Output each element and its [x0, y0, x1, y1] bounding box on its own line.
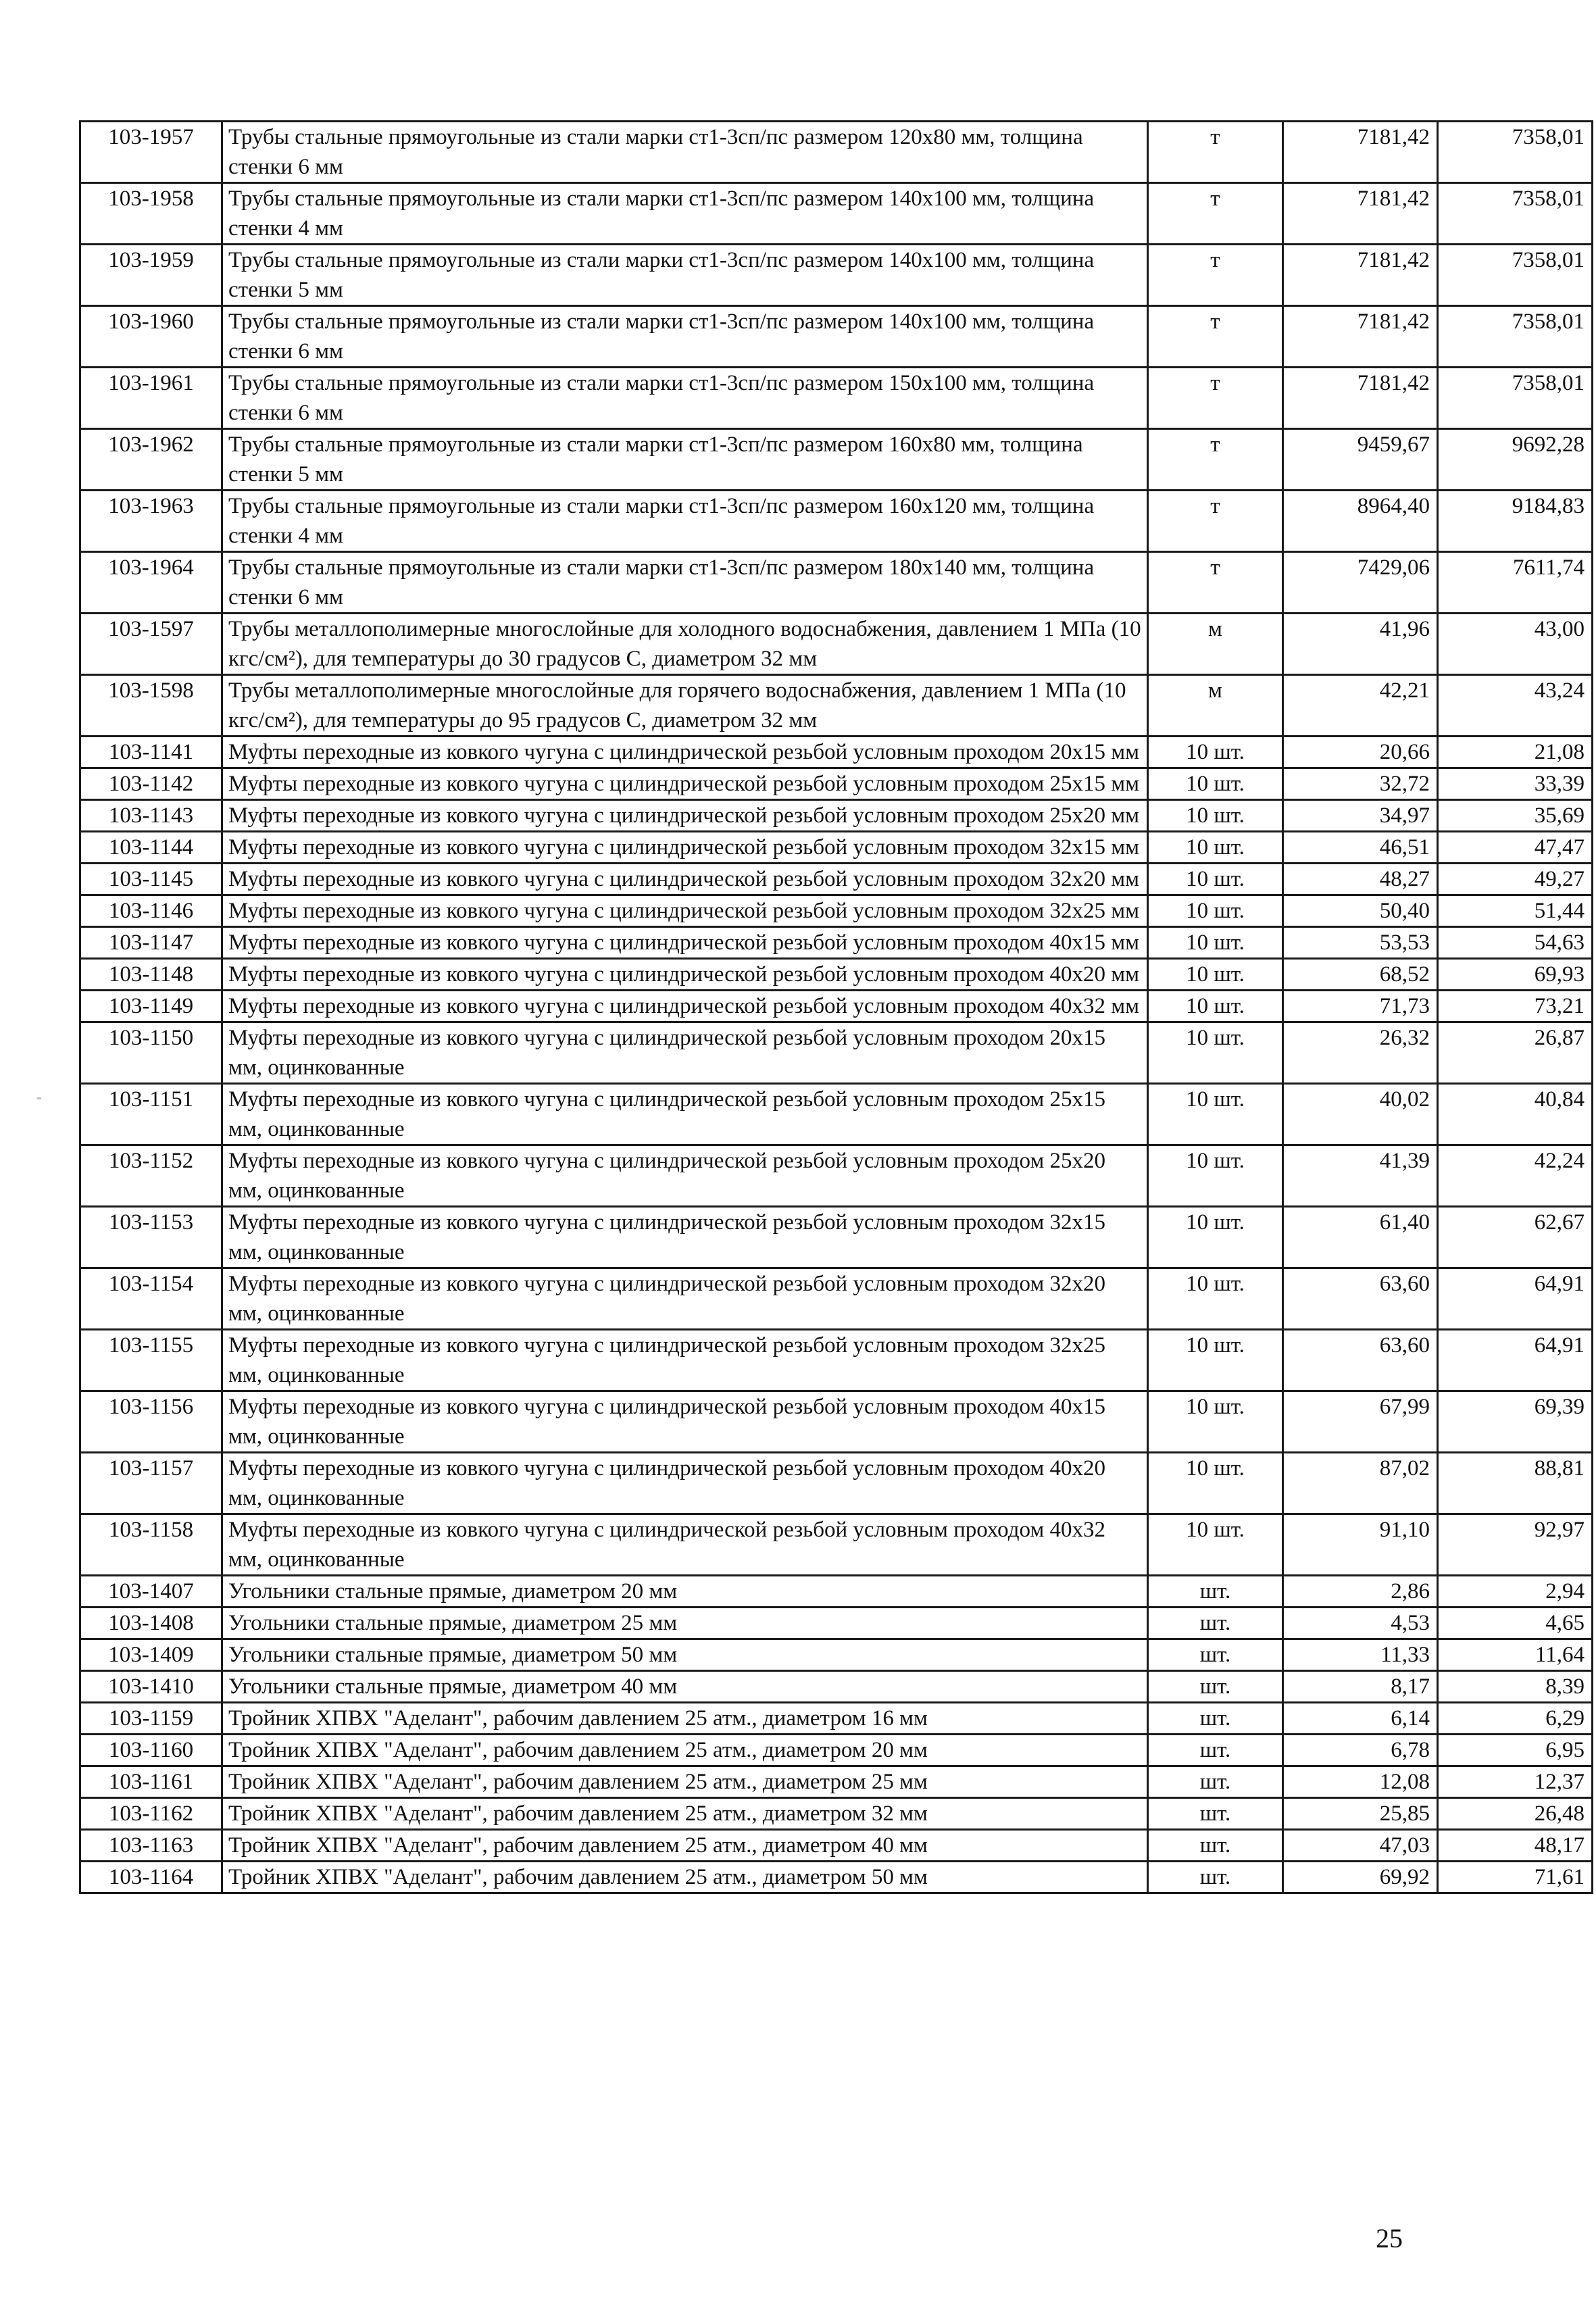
item-code: 103-1154	[80, 1268, 222, 1330]
item-price-2: 64,91	[1438, 1268, 1593, 1330]
table-row	[80, 959, 1593, 991]
item-code: 103-1153	[80, 1207, 222, 1268]
item-code: 103-1143	[80, 800, 222, 832]
item-price-1: 67,99	[1283, 1391, 1438, 1453]
item-unit: м	[1148, 675, 1283, 737]
table-row	[80, 1145, 1593, 1207]
table-row	[80, 1453, 1593, 1514]
item-price-2: 43,24	[1438, 675, 1593, 737]
item-unit: 10 шт.	[1148, 1022, 1283, 1084]
item-price-2: 2,94	[1438, 1576, 1593, 1608]
item-code: 103-1410	[80, 1671, 222, 1703]
page-number: 25	[1376, 2223, 1403, 2254]
item-price-1: 69,92	[1283, 1862, 1438, 1893]
table-row	[80, 864, 1593, 895]
item-price-1: 2,86	[1283, 1576, 1438, 1608]
item-unit: 10 шт.	[1148, 927, 1283, 959]
item-price-1: 4,53	[1283, 1608, 1438, 1639]
table-row	[80, 1514, 1593, 1576]
table-row	[80, 1391, 1593, 1453]
table-row	[80, 832, 1593, 864]
item-unit: т	[1148, 122, 1283, 183]
item-description: Муфты переходные из ковкого чугуна с цилиндрической резьбой условным проходом 32х20 мм, оцинкованные	[222, 1268, 1148, 1330]
item-unit: шт.	[1148, 1671, 1283, 1703]
item-code: 103-1957	[80, 122, 222, 183]
item-price-1: 40,02	[1283, 1084, 1438, 1145]
item-price-2: 64,91	[1438, 1330, 1593, 1391]
table-row	[80, 552, 1593, 614]
item-price-2: 7358,01	[1438, 368, 1593, 429]
table-row	[80, 122, 1593, 183]
item-description: Тройник ХПВХ "Аделант", рабочим давлением 25 атм., диаметром 16 мм	[222, 1703, 1148, 1735]
table-row	[80, 768, 1593, 800]
item-price-1: 53,53	[1283, 927, 1438, 959]
item-description: Трубы стальные прямоугольные из стали марки ст1-3сп/пс размером 150х100 мм, толщина стенки 6 мм	[222, 368, 1148, 429]
item-price-1: 8964,40	[1283, 491, 1438, 552]
item-price-2: 9692,28	[1438, 429, 1593, 491]
item-price-1: 7181,42	[1283, 245, 1438, 306]
item-unit: 10 шт.	[1148, 768, 1283, 800]
item-description: Муфты переходные из ковкого чугуна с цилиндрической резьбой условным проходом 40х32 мм, оцинкованные	[222, 1514, 1148, 1576]
item-price-1: 20,66	[1283, 737, 1438, 768]
table-row	[80, 183, 1593, 245]
price-table	[79, 120, 1593, 1894]
item-price-2: 69,93	[1438, 959, 1593, 991]
item-description: Трубы стальные прямоугольные из стали марки ст1-3сп/пс размером 140х100 мм, толщина стенки 6 мм	[222, 306, 1148, 368]
item-price-2: 26,87	[1438, 1022, 1593, 1084]
item-price-1: 7181,42	[1283, 122, 1438, 183]
table-row	[80, 1207, 1593, 1268]
item-description: Муфты переходные из ковкого чугуна с цилиндрической резьбой условным проходом 40х15 мм, оцинкованные	[222, 1391, 1148, 1453]
item-description: Муфты переходные из ковкого чугуна с цилиндрической резьбой условным проходом 25х15 мм, оцинкованные	[222, 1084, 1148, 1145]
item-code: 103-1147	[80, 927, 222, 959]
item-code: 103-1160	[80, 1735, 222, 1766]
table-row	[80, 1862, 1593, 1893]
item-price-2: 48,17	[1438, 1830, 1593, 1862]
item-price-1: 7429,06	[1283, 552, 1438, 614]
item-price-1: 7181,42	[1283, 183, 1438, 245]
item-code: 103-1141	[80, 737, 222, 768]
item-price-1: 46,51	[1283, 832, 1438, 864]
table-row	[80, 1084, 1593, 1145]
item-price-2: 92,97	[1438, 1514, 1593, 1576]
table-row	[80, 1022, 1593, 1084]
item-description: Угольники стальные прямые, диаметром 20 мм	[222, 1576, 1148, 1608]
item-description: Муфты переходные из ковкого чугуна с цилиндрической резьбой условным проходом 20х15 мм, оцинкованные	[222, 1022, 1148, 1084]
item-code: 103-1960	[80, 306, 222, 368]
item-price-1: 87,02	[1283, 1453, 1438, 1514]
item-description: Трубы стальные прямоугольные из стали марки ст1-3сп/пс размером 140х100 мм, толщина стенки 4 мм	[222, 183, 1148, 245]
item-price-1: 47,03	[1283, 1830, 1438, 1862]
item-unit: м	[1148, 614, 1283, 675]
table-row	[80, 1639, 1593, 1671]
table-row	[80, 800, 1593, 832]
table-row	[80, 737, 1593, 768]
item-price-2: 4,65	[1438, 1608, 1593, 1639]
item-price-1: 61,40	[1283, 1207, 1438, 1268]
item-unit: 10 шт.	[1148, 991, 1283, 1022]
item-price-1: 7181,42	[1283, 368, 1438, 429]
item-description: Муфты переходные из ковкого чугуна с цилиндрической резьбой условным проходом 25х20 мм	[222, 800, 1148, 832]
item-unit: т	[1148, 429, 1283, 491]
item-price-1: 41,96	[1283, 614, 1438, 675]
item-price-2: 43,00	[1438, 614, 1593, 675]
item-code: 103-1959	[80, 245, 222, 306]
item-code: 103-1149	[80, 991, 222, 1022]
table-row	[80, 1268, 1593, 1330]
item-unit: т	[1148, 183, 1283, 245]
item-description: Трубы металлополимерные многослойные для горячего водоснабжения, давлением 1 МПа (10 кгс/см²), для температуры до 95 градусов С, диаметром 32 мм	[222, 675, 1148, 737]
item-code: 103-1964	[80, 552, 222, 614]
item-price-2: 8,39	[1438, 1671, 1593, 1703]
item-code: 103-1156	[80, 1391, 222, 1453]
item-code: 103-1157	[80, 1453, 222, 1514]
item-code: 103-1164	[80, 1862, 222, 1893]
item-price-1: 91,10	[1283, 1514, 1438, 1576]
item-price-2: 62,67	[1438, 1207, 1593, 1268]
item-description: Угольники стальные прямые, диаметром 25 мм	[222, 1608, 1148, 1639]
item-price-2: 42,24	[1438, 1145, 1593, 1207]
table-row	[80, 1608, 1593, 1639]
table-row	[80, 429, 1593, 491]
item-price-2: 21,08	[1438, 737, 1593, 768]
item-description: Трубы стальные прямоугольные из стали марки ст1-3сп/пс размером 160х120 мм, толщина стенки 4 мм	[222, 491, 1148, 552]
item-unit: 10 шт.	[1148, 1453, 1283, 1514]
item-price-2: 35,69	[1438, 800, 1593, 832]
item-description: Трубы стальные прямоугольные из стали марки ст1-3сп/пс размером 160х80 мм, толщина стенки 5 мм	[222, 429, 1148, 491]
item-unit: т	[1148, 306, 1283, 368]
item-price-1: 48,27	[1283, 864, 1438, 895]
item-price-2: 73,21	[1438, 991, 1593, 1022]
item-description: Муфты переходные из ковкого чугуна с цилиндрической резьбой условным проходом 40х32 мм	[222, 991, 1148, 1022]
item-unit: т	[1148, 245, 1283, 306]
table-row	[80, 927, 1593, 959]
item-price-1: 34,97	[1283, 800, 1438, 832]
item-unit: 10 шт.	[1148, 1268, 1283, 1330]
item-description: Муфты переходные из ковкого чугуна с цилиндрической резьбой условным проходом 40х15 мм	[222, 927, 1148, 959]
item-code: 103-1162	[80, 1798, 222, 1830]
item-price-1: 63,60	[1283, 1268, 1438, 1330]
item-description: Тройник ХПВХ "Аделант", рабочим давлением 25 атм., диаметром 25 мм	[222, 1766, 1148, 1798]
table-row	[80, 991, 1593, 1022]
item-price-2: 47,47	[1438, 832, 1593, 864]
item-code: 103-1597	[80, 614, 222, 675]
table-body	[80, 122, 1593, 1893]
item-price-1: 68,52	[1283, 959, 1438, 991]
item-price-2: 54,63	[1438, 927, 1593, 959]
item-unit: 10 шт.	[1148, 832, 1283, 864]
item-code: 103-1148	[80, 959, 222, 991]
table-row	[80, 368, 1593, 429]
item-unit: шт.	[1148, 1830, 1283, 1862]
item-description: Тройник ХПВХ "Аделант", рабочим давлением 25 атм., диаметром 20 мм	[222, 1735, 1148, 1766]
item-code: 103-1598	[80, 675, 222, 737]
item-price-1: 12,08	[1283, 1766, 1438, 1798]
item-price-1: 11,33	[1283, 1639, 1438, 1671]
item-unit: т	[1148, 552, 1283, 614]
table-row	[80, 895, 1593, 927]
item-price-2: 51,44	[1438, 895, 1593, 927]
table-row	[80, 306, 1593, 368]
item-code: 103-1145	[80, 864, 222, 895]
item-price-2: 7358,01	[1438, 122, 1593, 183]
item-code: 103-1155	[80, 1330, 222, 1391]
item-price-1: 26,32	[1283, 1022, 1438, 1084]
table-row	[80, 1703, 1593, 1735]
item-price-1: 41,39	[1283, 1145, 1438, 1207]
item-description: Муфты переходные из ковкого чугуна с цилиндрической резьбой условным проходом 25х15 мм	[222, 768, 1148, 800]
scan-mark	[37, 1097, 41, 1099]
item-unit: 10 шт.	[1148, 1207, 1283, 1268]
table-row	[80, 491, 1593, 552]
item-price-2: 12,37	[1438, 1766, 1593, 1798]
item-unit: 10 шт.	[1148, 1084, 1283, 1145]
item-code: 103-1158	[80, 1514, 222, 1576]
item-code: 103-1152	[80, 1145, 222, 1207]
item-code: 103-1144	[80, 832, 222, 864]
item-description: Муфты переходные из ковкого чугуна с цилиндрической резьбой условным проходом 32х25 мм, оцинкованные	[222, 1330, 1148, 1391]
item-unit: т	[1148, 368, 1283, 429]
item-price-1: 42,21	[1283, 675, 1438, 737]
item-description: Муфты переходные из ковкого чугуна с цилиндрической резьбой условным проходом 40х20 мм	[222, 959, 1148, 991]
item-code: 103-1407	[80, 1576, 222, 1608]
table-row	[80, 1735, 1593, 1766]
item-code: 103-1409	[80, 1639, 222, 1671]
item-description: Трубы металлополимерные многослойные для холодного водоснабжения, давлением 1 МПа (10 кгс/см²), для температуры до 30 градусов С, диаметром 32 мм	[222, 614, 1148, 675]
item-code: 103-1408	[80, 1608, 222, 1639]
item-description: Трубы стальные прямоугольные из стали марки ст1-3сп/пс размером 140х100 мм, толщина стенки 5 мм	[222, 245, 1148, 306]
item-unit: шт.	[1148, 1798, 1283, 1830]
item-description: Угольники стальные прямые, диаметром 40 мм	[222, 1671, 1148, 1703]
item-unit: шт.	[1148, 1703, 1283, 1735]
table-row	[80, 1330, 1593, 1391]
item-unit: 10 шт.	[1148, 1391, 1283, 1453]
item-code: 103-1961	[80, 368, 222, 429]
item-price-1: 6,78	[1283, 1735, 1438, 1766]
table-row	[80, 1766, 1593, 1798]
item-unit: 10 шт.	[1148, 864, 1283, 895]
item-code: 103-1163	[80, 1830, 222, 1862]
item-unit: шт.	[1148, 1735, 1283, 1766]
item-unit: т	[1148, 491, 1283, 552]
item-unit: шт.	[1148, 1862, 1283, 1893]
item-description: Муфты переходные из ковкого чугуна с цилиндрической резьбой условным проходом 25х20 мм, оцинкованные	[222, 1145, 1148, 1207]
item-price-1: 9459,67	[1283, 429, 1438, 491]
item-description: Муфты переходные из ковкого чугуна с цилиндрической резьбой условным проходом 32х15 мм, оцинкованные	[222, 1207, 1148, 1268]
item-price-1: 71,73	[1283, 991, 1438, 1022]
item-price-1: 32,72	[1283, 768, 1438, 800]
item-unit: шт.	[1148, 1576, 1283, 1608]
item-description: Муфты переходные из ковкого чугуна с цилиндрической резьбой условным проходом 20х15 мм	[222, 737, 1148, 768]
item-description: Муфты переходные из ковкого чугуна с цилиндрической резьбой условным проходом 32х25 мм	[222, 895, 1148, 927]
item-code: 103-1161	[80, 1766, 222, 1798]
item-unit: 10 шт.	[1148, 737, 1283, 768]
item-price-2: 7611,74	[1438, 552, 1593, 614]
item-price-2: 71,61	[1438, 1862, 1593, 1893]
table-row	[80, 675, 1593, 737]
item-description: Тройник ХПВХ "Аделант", рабочим давлением 25 атм., диаметром 40 мм	[222, 1830, 1148, 1862]
item-price-2: 6,95	[1438, 1735, 1593, 1766]
item-description: Трубы стальные прямоугольные из стали марки ст1-3сп/пс размером 120х80 мм, толщина стенки 6 мм	[222, 122, 1148, 183]
item-unit: шт.	[1148, 1639, 1283, 1671]
item-unit: шт.	[1148, 1608, 1283, 1639]
item-price-2: 40,84	[1438, 1084, 1593, 1145]
table-row	[80, 245, 1593, 306]
item-description: Муфты переходные из ковкого чугуна с цилиндрической резьбой условным проходом 32х15 мм	[222, 832, 1148, 864]
item-unit: 10 шт.	[1148, 895, 1283, 927]
item-code: 103-1150	[80, 1022, 222, 1084]
item-price-2: 11,64	[1438, 1639, 1593, 1671]
item-code: 103-1962	[80, 429, 222, 491]
table-row	[80, 1798, 1593, 1830]
item-description: Муфты переходные из ковкого чугуна с цилиндрической резьбой условным проходом 32х20 мм	[222, 864, 1148, 895]
table-row	[80, 1830, 1593, 1862]
item-code: 103-1151	[80, 1084, 222, 1145]
item-price-2: 33,39	[1438, 768, 1593, 800]
item-price-2: 26,48	[1438, 1798, 1593, 1830]
item-price-1: 63,60	[1283, 1330, 1438, 1391]
item-code: 103-1142	[80, 768, 222, 800]
item-code: 103-1958	[80, 183, 222, 245]
item-unit: 10 шт.	[1148, 959, 1283, 991]
item-price-2: 69,39	[1438, 1391, 1593, 1453]
item-price-2: 6,29	[1438, 1703, 1593, 1735]
item-price-2: 7358,01	[1438, 245, 1593, 306]
item-description: Муфты переходные из ковкого чугуна с цилиндрической резьбой условным проходом 40х20 мм, оцинкованные	[222, 1453, 1148, 1514]
item-code: 103-1963	[80, 491, 222, 552]
item-unit: шт.	[1148, 1766, 1283, 1798]
item-price-1: 6,14	[1283, 1703, 1438, 1735]
item-price-2: 88,81	[1438, 1453, 1593, 1514]
table-row	[80, 1576, 1593, 1608]
item-price-1: 25,85	[1283, 1798, 1438, 1830]
item-code: 103-1159	[80, 1703, 222, 1735]
item-description: Трубы стальные прямоугольные из стали марки ст1-3сп/пс размером 180х140 мм, толщина стенки 6 мм	[222, 552, 1148, 614]
item-unit: 10 шт.	[1148, 1145, 1283, 1207]
item-price-2: 7358,01	[1438, 183, 1593, 245]
table-row	[80, 1671, 1593, 1703]
item-description: Угольники стальные прямые, диаметром 50 мм	[222, 1639, 1148, 1671]
item-price-2: 7358,01	[1438, 306, 1593, 368]
item-price-2: 49,27	[1438, 864, 1593, 895]
item-unit: 10 шт.	[1148, 1330, 1283, 1391]
item-description: Тройник ХПВХ "Аделант", рабочим давлением 25 атм., диаметром 32 мм	[222, 1798, 1148, 1830]
table-row	[80, 614, 1593, 675]
item-price-2: 9184,83	[1438, 491, 1593, 552]
item-description: Тройник ХПВХ "Аделант", рабочим давлением 25 атм., диаметром 50 мм	[222, 1862, 1148, 1893]
item-unit: 10 шт.	[1148, 800, 1283, 832]
item-price-1: 8,17	[1283, 1671, 1438, 1703]
item-price-1: 7181,42	[1283, 306, 1438, 368]
item-code: 103-1146	[80, 895, 222, 927]
item-price-1: 50,40	[1283, 895, 1438, 927]
item-unit: 10 шт.	[1148, 1514, 1283, 1576]
